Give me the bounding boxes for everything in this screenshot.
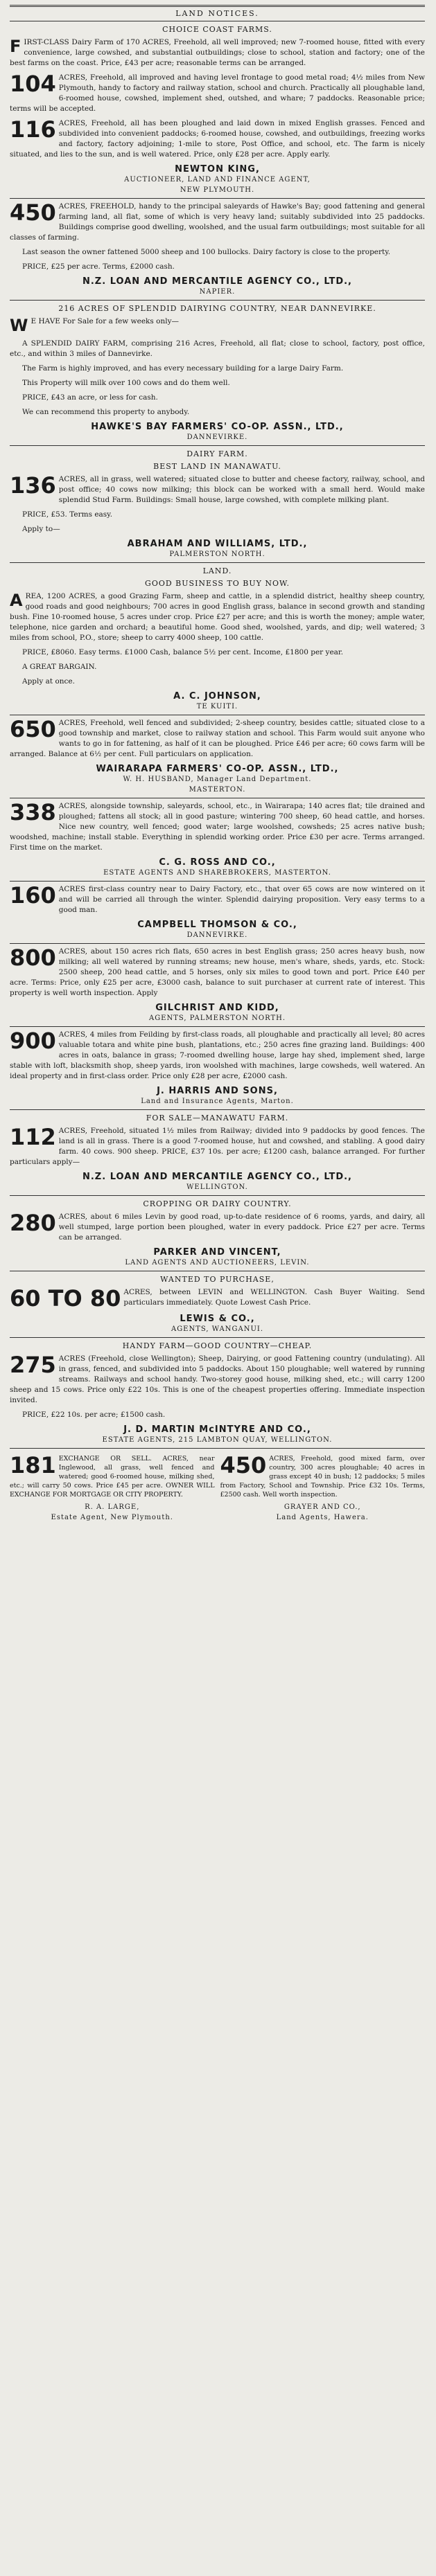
advertisement-title: 216 ACRES OF SPLENDID DAIRYING COUNTRY, NEAR DANNEVIRKE. [58,304,376,313]
advertisement [10,1109,425,1191]
paragraph-text: We can recommend this property to anybody. [22,408,190,416]
paragraph-text: PRICE, £43 an acre, or less for cash. [22,393,158,402]
footer-right-advertisement [220,1451,426,1524]
advertiser-name: J. HARRIS AND SONS, [157,1086,278,1096]
advertiser-name: NEWTON KING, [175,164,260,175]
advertisement-paragraph [10,1030,425,1082]
divider [10,1109,425,1110]
paragraph-text: A GREAT BARGAIN. [22,663,97,671]
advertisement [10,1195,425,1267]
advertisement-title: FOR SALE—MANAWATU FARM. [146,1113,289,1122]
advertisement-paragraph [10,407,425,418]
lot-number: 280 [10,1212,56,1236]
paragraph-text: ACRES, about 6 miles Levin by good road, up-to-date residence of 6 rooms, yards, and dairy, all well stumped, large portion been ploughed, water in every paddock. Price £27 per acre. Terms can be arranged. [58,1213,425,1242]
advertiser-place: DANNEVIRKE. [186,433,248,441]
lot-number: 650 [10,718,56,742]
paragraph-text: ACRES, all in grass, well watered; situated close to butter and cheese factory, railway, school, and post office; 40 cows now milking; this block can be worked with a small herd. Would make splendid Stud Farm. Buildings: Small house, large cowshed, with complete milking plant. [58,475,425,504]
lot-number: A [10,591,23,610]
paragraph-text: PRICE, £25 per acre. Terms, £2000 cash. [22,262,175,271]
paragraph-text: ACRES, 4 miles from Feilding by first-class roads, all ploughable and practically all level; 80 acres valuable totara and white pine bush, plantations, etc.; 250 acres fine grazing land. Buildings: 400 acres in oats, balance in grass; 7-roomed dwelling house, large hay shed, implement shed, large stable with loft, blacksmith shop, sheep yards, iron woolshed with machines, large cowsheds, well watered. An ideal property and in first-class order. Price only £28 per acre, £2000 cash. [10,1030,425,1080]
advertisement-paragraph [10,378,425,388]
advertisement-paragraph [10,591,425,643]
paragraph-text: ACRES, Freehold, well fenced and subdivided; 2-sheep country, besides cattle; situated close to a good township and market, close to railway station and school. This Farm would suit anyone who wants to go in for fattening, as half of it can be ploughed. Price £46 per acre; 60 cows farm will be arranged. Balance at 6½ per cent. Full particulars on application. [10,719,425,758]
advertiser-role: TE KUITI. [196,703,238,710]
divider [10,1195,425,1196]
advertiser-place: NAPIER. [199,288,236,296]
divider [10,445,425,446]
lot-number: 104 [10,73,56,97]
divider [10,881,425,882]
lot-number: 116 [10,118,56,143]
paragraph-text: This Property will milk over 100 cows and do them well. [22,379,230,387]
advertisement-paragraph [10,677,425,687]
advertisement-paragraph [10,339,425,359]
lot-number: 112 [10,1126,56,1150]
lot-number: 60 TO 80 [10,1287,121,1309]
advertiser-role: AGENTS, WANGANUI. [171,1325,264,1333]
advertisement-paragraph [10,884,425,915]
paragraph-text: ACRES, between LEVIN and WELLINGTON. Cash Buyer Waiting. Send particulars immediately. Quote Lowest Cash Price. [123,1288,425,1307]
paragraph-text: PRICE, £22 10s. per acre; £1500 cash. [22,1411,166,1419]
paragraph-text: ACRES, Freehold, all has been ploughed and laid down in mixed English grasses. Fenced and subdivided into convenient paddocks; 6-roomed house, cowshed, and outbuildings, freezing works and factory, factory adjoining; 1-mile to store, Post Office, and school, etc. The farm is nicely situated, and lies to the sun, and is well watered. Price, only £28 per acre. Apply early. [10,119,425,159]
advertisement-paragraph [10,718,425,760]
advertisement-paragraph [10,364,425,374]
paragraph-text: PRICE, £8060. Easy terms. £1000 Cash, balance 5½ per cent. Income, £1800 per year. [22,648,344,656]
advertisement-list [10,25,425,1444]
advertisement-paragraph [10,393,425,403]
lot-number: 338 [10,801,56,825]
advertisement-paragraph [10,1354,425,1406]
lot-number: 800 [10,947,56,971]
advertisement-paragraph [10,801,425,853]
footer-left-number: 181 [10,1454,56,1478]
advertisement-title: DAIRY FARM. [186,449,248,458]
advertisement-paragraph [10,474,425,506]
paragraph-text: ACRES, alongside township, saleyards, school, etc., in Wairarapa; 140 acres flat; tile drained and ploughed; fattens all stock; all in good pasture; wintering 700 sheep, 60 head cattle, and horses. Nice new country, well fenced; good water; large woolshed, cowsheds; 25 acres native bush; woodshed, machine; install stable. Everything in splendid working order. Price £30 per acre. Terms arranged. First time on the market. [10,802,425,852]
divider [10,198,425,199]
advertisement [10,881,425,939]
advertisement-subtitle: GOOD BUSINESS TO BUY NOW. [145,579,290,588]
lot-number: 160 [10,884,56,909]
divider [10,562,425,563]
advertisement-title: LAND. [202,566,232,575]
advertisement [10,562,425,710]
footer-left-place: Estate Agent, New Plymouth. [51,1514,173,1521]
divider [10,943,425,944]
advertiser-name: C. G. ROSS AND CO., [159,857,276,868]
advertiser-name: CAMPBELL THOMSON & CO., [137,920,297,930]
advertiser-role: Land and Insurance Agents, Marton. [141,1098,294,1105]
advertisement-paragraph [10,1410,425,1420]
paragraph-text: ACRES (Freehold, close Wellington); Sheep, Dairying, or good Fattening country (undulating). All in grass, fenced, and subdivided into 5 paddocks. About 150 ploughable; well watered by running streams. Railways and school handy. Two-storey good house, milking shed, etc.; will carry 1200 sheep and 15 cows. Price only £22 10s. This is one of the cheapest properties offering. Immediate inspection invited. [10,1354,425,1404]
advertiser-role: LAND AGENTS AND AUCTIONEERS, LEVIN. [125,1259,310,1267]
footer-right-place: Land Agents, Hawera. [276,1514,369,1521]
advertisement-title: WANTED TO PURCHASE, [160,1275,274,1284]
advertiser-name: N.Z. LOAN AND MERCANTILE AGENCY CO., LTD., [82,1172,352,1182]
footer-right-body [220,1454,426,1499]
paragraph-text: IRST-CLASS Dairy Farm of 170 ACRES, Freehold, all well improved; new 7-roomed house, fitted with every convenience, large cowshed, and substantial outbuildings; close to school, station and factory; one of the best farms on the coast. Price, £43 per acre; reasonable terms can be arranged. [10,38,425,67]
advertisement-paragraph [10,524,425,535]
advertiser-place: PALMERSTON NORTH. [169,551,265,558]
advertisement-paragraph [10,1212,425,1243]
advertiser-role: ESTATE AGENTS, 215 LAMBTON QUAY, WELLINGTON. [102,1436,333,1444]
lot-number: F [10,37,21,56]
advertisement [10,1271,425,1333]
advertiser-role: AUCTIONEER, LAND AND FINANCE AGENT, [124,176,311,184]
advertisement [10,198,425,296]
advertiser-name: J. D. MARTIN McINTYRE AND CO., [123,1424,311,1435]
advertisement [10,1026,425,1105]
advertisement-paragraph [10,1287,425,1309]
advertisement-paragraph [10,73,425,114]
divider [10,1448,425,1449]
footer-two-column [10,1451,425,1524]
footer-left-body [10,1454,215,1499]
top-rule [10,5,425,7]
footer-right-text: ACRES, Freehold, good mixed farm, over country, 300 acres ploughable; 40 acres in grass except 40 in bush; 12 paddocks; 5 miles from Factory, School and Township. Price £32 10s. Terms, £2500 cash. Well worth inspection. [220,1455,425,1499]
advertisement-paragraph [10,118,425,160]
paragraph-text: ACRES, Freehold, all improved and having level frontage to good metal road; 4½ miles from New Plymouth, handy to factory and railway station, school and church. Practically all ploughable land, 6-roomed house, cowshed, implement shed, outshed, and whare; 7 paddocks. Reasonable price; terms will be accepted. [10,73,425,113]
footer-left-heading: EXCHANGE OR SELL. [58,1455,152,1463]
footer-left-text: ACRES, near Inglewood, all grass, well fenced and watered; good 6-roomed house, milking shed, etc.; will carry 50 cows. Price £45 per acre. OWNER WILL EXCHANGE FOR MORTGAGE OR CITY PROPERTY. [10,1455,215,1499]
advertisement [10,715,425,794]
paragraph-text: Last season the owner fattened 5000 sheep and 100 bullocks. Dairy factory is close to the property. [22,248,391,256]
advertisement [10,943,425,1022]
lot-number: W [10,316,28,334]
advertisement-paragraph [10,662,425,672]
paragraph-text: ACRES, Freehold, situated 1½ miles from Railway; divided into 9 paddocks by good fences. The land is all in grass. There is a good 7-roomed house, hut and cowshed, and stabling. A good dairy farm. 40 cows. 900 sheep. PRICE, £37 10s. per acre; £1200 cash, balance arranged. For further particulars apply— [10,1127,425,1166]
footer-left-advertisement [10,1451,215,1524]
lot-number: 450 [10,202,56,226]
advertisement [10,445,425,558]
advertiser-name: GILCHRIST AND KIDD, [155,1003,279,1013]
advertisement-title: CHOICE COAST FARMS. [162,25,272,34]
divider [10,1337,425,1338]
advertisement-paragraph [10,262,425,272]
page-heading: LAND NOTICES. [175,9,259,18]
divider [10,1026,425,1027]
advertisement [10,1337,425,1444]
advertiser-place: NEW PLYMOUTH. [180,186,255,194]
advertisement-paragraph [10,1126,425,1168]
paragraph-text: The Farm is highly improved, and has every necessary building for a large Dairy Farm. [22,364,344,373]
advertisement-paragraph [10,202,425,243]
lot-number: 136 [10,474,56,499]
advertiser-place: MASTERTON. [189,786,246,794]
advertiser-name: N.Z. LOAN AND MERCANTILE AGENCY CO., LTD., [82,276,352,287]
advertisement-paragraph [10,316,425,334]
advertisement [10,300,425,441]
advertisement-title: CROPPING OR DAIRY COUNTRY. [143,1199,292,1208]
paragraph-text: Apply at once. [22,677,75,686]
advertiser-role: ESTATE AGENTS AND SHAREBROKERS, MASTERTON. [103,869,331,877]
lot-number: 275 [10,1354,56,1378]
advertiser-place: DANNEVIRKE. [186,931,248,939]
advertiser-name: WAIRARAPA FARMERS' CO-OP. ASSN., LTD., [96,764,339,774]
advertisement [10,798,425,877]
footer-right-number: 450 [220,1454,267,1478]
advertiser-role: W. H. HUSBAND, Manager Land Department. [123,776,312,783]
footer-left-agent: R. A. LARGE, [85,1503,140,1511]
paragraph-text: ACRES, FREEHOLD, handy to the principal saleyards of Hawke's Bay; good fattening and general farming land, all flat, some of which is very heavy land; suitably subdivided into 25 paddocks. Buildings comprise good dwelling, woolshed, and the usual farm outbuildings; most suitable for all classes of farming. [10,202,425,242]
advertiser-name: HAWKE'S BAY FARMERS' CO-OP. ASSN., LTD., [91,422,344,432]
advertiser-place: WELLINGTON. [186,1183,248,1191]
paragraph-text: ACRES first-class country near to Dairy Factory, etc., that over 65 cows are now wintered on it and will be carried all through the winter. Splendid dairying proposition. Very easy terms to a good man. [58,885,425,914]
paragraph-text: ACRES, about 150 acres rich flats, 650 acres in best English grass; 250 acres heavy bush, now milking; all well watered by running streams; new house, men's whare, sheds, yards, etc. Stock: 2500 sheep, 200 head cattle, and 5 horses, only six miles to good town and port. Price £40 per acre. Terms: Price, only £25 per acre, £3000 cash, balance to suit purchaser at current rate of interest. This property is well worth inspection. Apply [10,947,425,997]
advertiser-name: ABRAHAM AND WILLIAMS, LTD., [127,539,308,549]
lot-number: 900 [10,1030,56,1054]
advertisement-paragraph [10,647,425,658]
advertisement-paragraph [10,247,425,258]
paragraph-text: REA, 1200 ACRES, a good Grazing Farm, sheep and cattle, in a splendid district, healthy sheep country, good roads and good neighbours; 700 acres in good English grass, balance in second growth and standing bush. Fine 10-roomed house, 5 acres under crop. Price £27 per acre; and this is worth the money; ample water, telephone, nice garden and orchard; a beautiful home. Good shed, woolshed, yards, and dip; well watered; 3 miles from school, P.O., store; sheep to carry 4000 sheep, 100 cattle. [10,592,425,642]
advertiser-role: AGENTS, PALMERSTON NORTH. [148,1014,286,1022]
advertisement-paragraph [10,947,425,999]
advertisement-paragraph [10,510,425,520]
advertisement-title: HANDY FARM—GOOD COUNTRY—CHEAP. [122,1341,313,1350]
advertisement [10,25,425,194]
advertiser-name: A. C. JOHNSON, [173,691,261,701]
divider [10,300,425,301]
advertiser-name: LEWIS & CO., [180,1314,255,1324]
paragraph-text: Apply to— [22,525,60,533]
advertisement-subtitle: BEST LAND IN MANAWATU. [153,462,281,471]
footer-right-agent: GRAYER AND CO., [284,1503,361,1511]
advertisement-paragraph [10,37,425,69]
paragraph-text: A SPLENDID DAIRY FARM, comprising 216 Acres, Freehold, all flat; close to school, factory, post office, etc., and within 3 miles of Dannevirke. [10,339,425,358]
paragraph-text: PRICE, £53. Terms easy. [22,510,113,519]
advertiser-name: PARKER AND VINCENT, [153,1247,281,1258]
paragraph-text: E HAVE For Sale for a few weeks only— [30,317,180,325]
